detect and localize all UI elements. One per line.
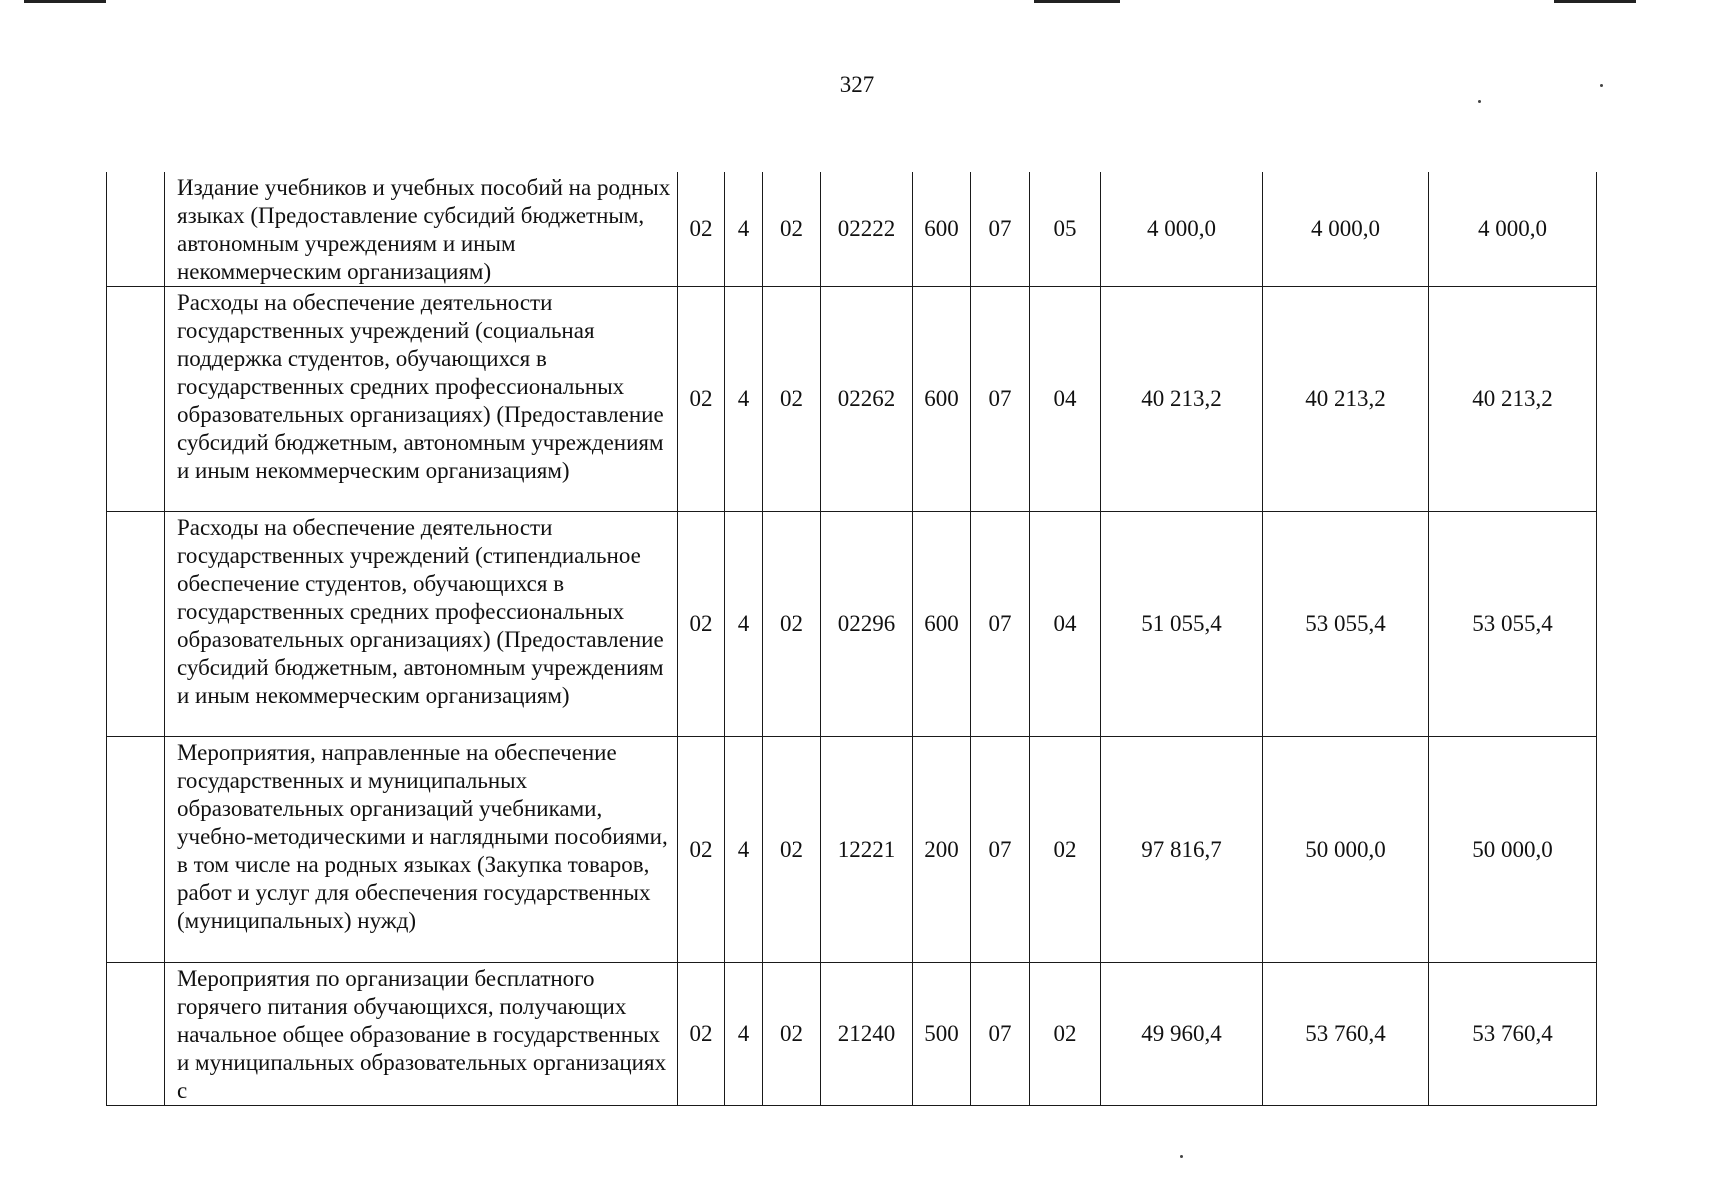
row-index-cell <box>107 287 165 512</box>
code-cell: 500 <box>913 963 971 1106</box>
page-number: 327 <box>839 72 875 97</box>
code-cell: 04 <box>1030 287 1101 512</box>
row-index-cell <box>107 737 165 963</box>
amount-cell: 40 213,2 <box>1263 287 1429 512</box>
amount-cell: 53 055,4 <box>1429 512 1597 737</box>
amount-cell: 4 000,0 <box>1429 172 1597 287</box>
code-cell: 600 <box>913 512 971 737</box>
code-cell: 02 <box>678 737 725 963</box>
row-description: Расходы на обеспечение деятельности государственных учреждений (социальная поддержка студентов, обучающихся в государственных средних профессиональных образовательных организациях) (Предоставление субсидий бюджетным, автономным учреждениям и иным некоммерческим организациям) <box>165 287 678 512</box>
code-cell: 600 <box>913 172 971 287</box>
code-cell: 04 <box>1030 512 1101 737</box>
amount-cell: 53 760,4 <box>1429 963 1597 1106</box>
code-cell: 200 <box>913 737 971 963</box>
row-description: Расходы на обеспечение деятельности государственных учреждений (стипендиальное обеспечение студентов, обучающихся в государственных средних профессиональных образовательных организациях) (Предоставление субсидий бюджетным, автономным учреждениям и иным некоммерческим организациям) <box>165 512 678 737</box>
amount-cell: 40 213,2 <box>1429 287 1597 512</box>
budget-table <box>106 172 1597 1106</box>
amount-cell: 50 000,0 <box>1429 737 1597 963</box>
code-cell: 4 <box>725 287 763 512</box>
code-cell: 21240 <box>821 963 913 1106</box>
code-cell: 4 <box>725 172 763 287</box>
scan-edge-line <box>1554 0 1636 3</box>
row-index-cell <box>107 512 165 737</box>
code-cell: 02296 <box>821 512 913 737</box>
amount-cell: 53 055,4 <box>1263 512 1429 737</box>
code-cell: 4 <box>725 512 763 737</box>
code-cell: 4 <box>725 737 763 963</box>
code-cell: 02 <box>678 172 725 287</box>
code-cell: 02 <box>1030 737 1101 963</box>
amount-cell: 50 000,0 <box>1263 737 1429 963</box>
amount-cell: 49 960,4 <box>1101 963 1263 1106</box>
code-cell: 02 <box>763 172 821 287</box>
code-cell: 02262 <box>821 287 913 512</box>
code-cell: 02 <box>678 512 725 737</box>
code-cell: 02 <box>678 287 725 512</box>
scan-edge-line <box>1034 0 1120 3</box>
code-cell: 07 <box>971 172 1030 287</box>
scan-edge-line <box>24 0 106 3</box>
code-cell: 05 <box>1030 172 1101 287</box>
row-description: Издание учебников и учебных пособий на родных языках (Предоставление субсидий бюджетным, автономным учреждениям и иным некоммерческим организациям) <box>165 172 678 287</box>
table-row <box>107 737 1597 963</box>
code-cell: 07 <box>971 512 1030 737</box>
code-cell: 02 <box>763 737 821 963</box>
scan-speck <box>1600 84 1603 87</box>
code-cell: 02 <box>763 512 821 737</box>
scan-speck <box>1180 1155 1183 1158</box>
code-cell: 07 <box>971 963 1030 1106</box>
code-cell: 02222 <box>821 172 913 287</box>
code-cell: 02 <box>763 963 821 1106</box>
table-row <box>107 963 1597 1106</box>
row-index-cell <box>107 172 165 287</box>
code-cell: 07 <box>971 737 1030 963</box>
row-index-cell <box>107 963 165 1106</box>
amount-cell: 51 055,4 <box>1101 512 1263 737</box>
table-row <box>107 287 1597 512</box>
scan-speck <box>1478 100 1481 103</box>
code-cell: 07 <box>971 287 1030 512</box>
row-description: Мероприятия по организации бесплатного горячего питания обучающихся, получающих начальное общее образование в государственных и муниципальных образовательных организациях с <box>165 963 678 1106</box>
amount-cell: 40 213,2 <box>1101 287 1263 512</box>
amount-cell: 4 000,0 <box>1263 172 1429 287</box>
table-row <box>107 172 1597 287</box>
code-cell: 4 <box>725 963 763 1106</box>
code-cell: 02 <box>763 287 821 512</box>
amount-cell: 97 816,7 <box>1101 737 1263 963</box>
table-row <box>107 512 1597 737</box>
code-cell: 02 <box>678 963 725 1106</box>
row-description: Мероприятия, направленные на обеспечение государственных и муниципальных образовательных организаций учебниками, учебно-методическими и наглядными пособиями, в том числе на родных языках (Закупка товаров, работ и услуг для обеспечения государственных (муниципальных) нужд) <box>165 737 678 963</box>
code-cell: 02 <box>1030 963 1101 1106</box>
amount-cell: 53 760,4 <box>1263 963 1429 1106</box>
amount-cell: 4 000,0 <box>1101 172 1263 287</box>
code-cell: 600 <box>913 287 971 512</box>
code-cell: 12221 <box>821 737 913 963</box>
